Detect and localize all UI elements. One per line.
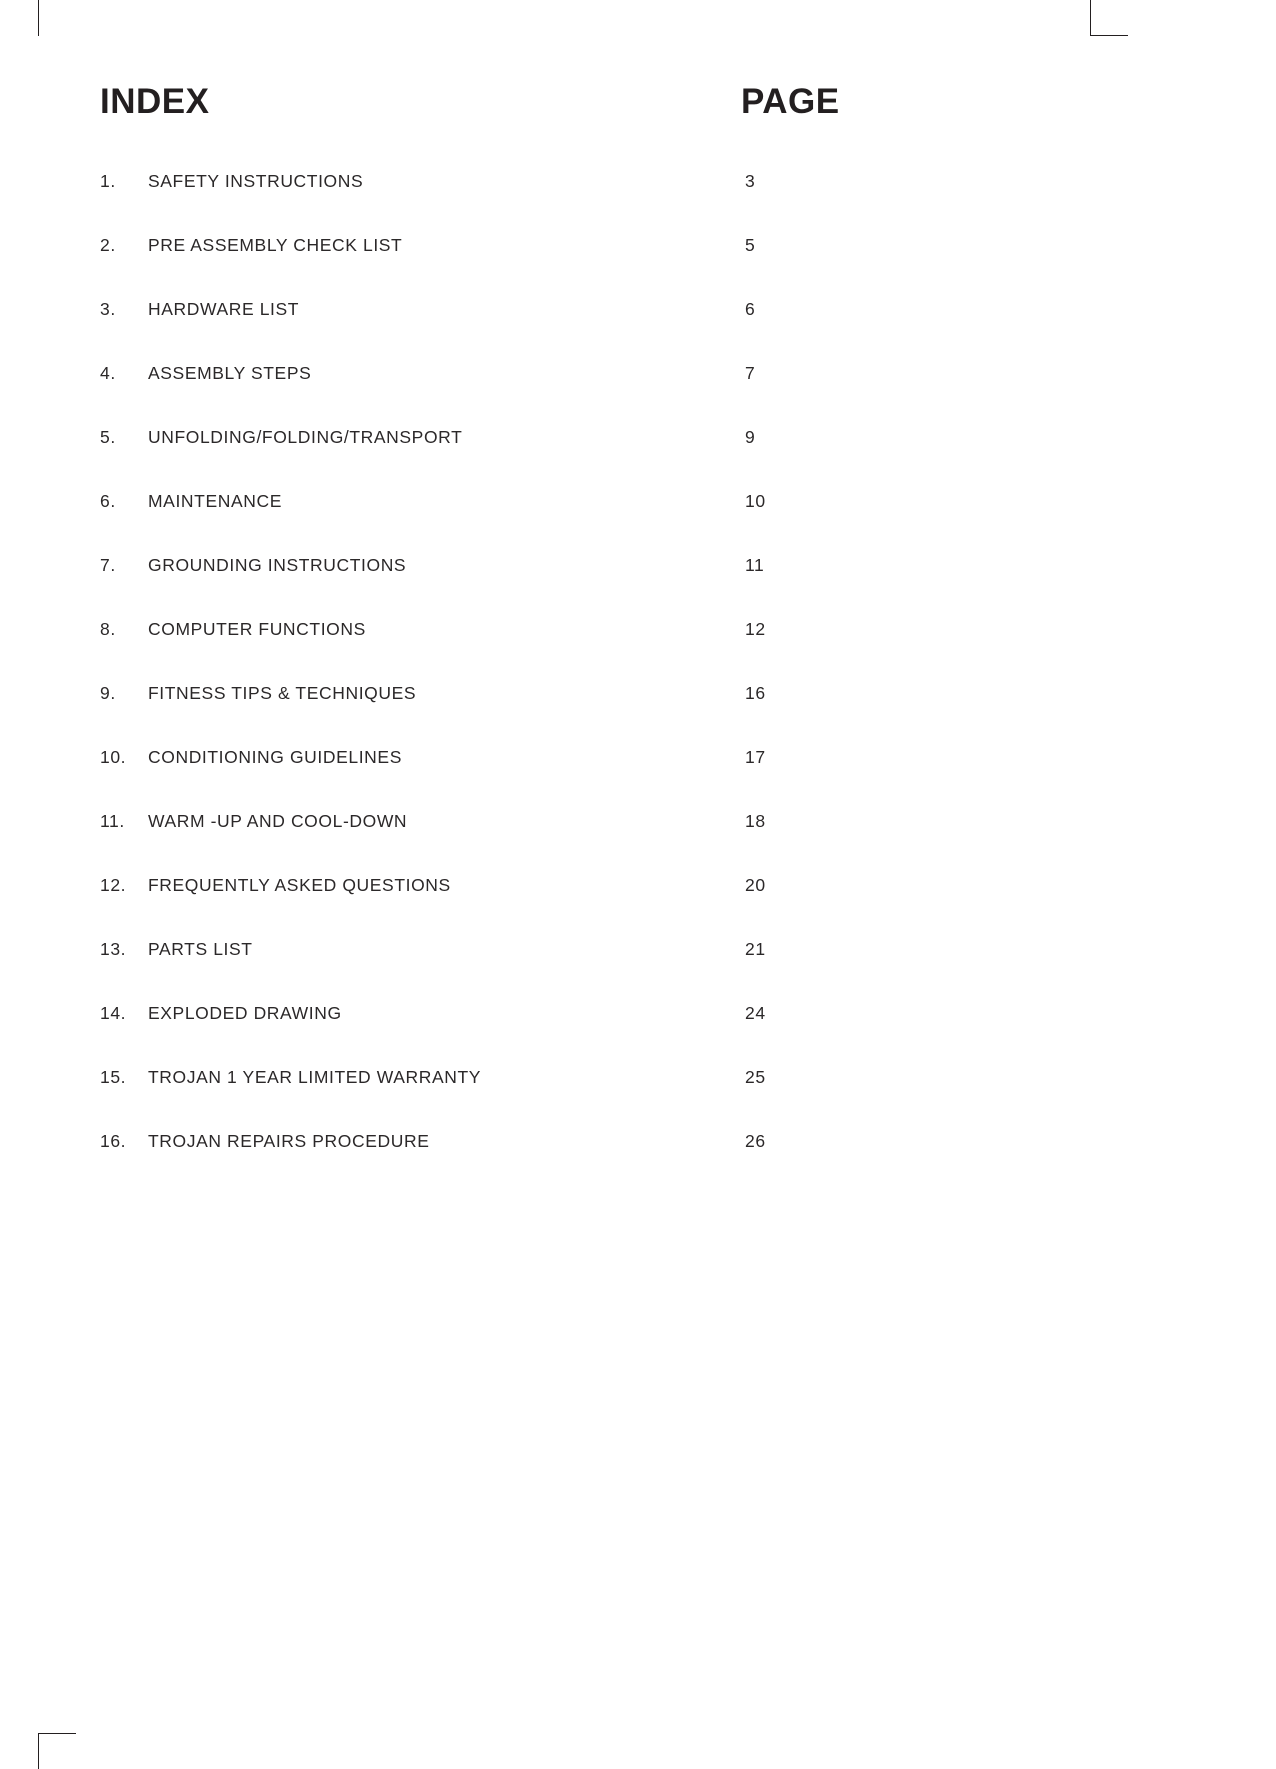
toc-entry[interactable] <box>100 672 1000 736</box>
toc-entry-title: PRE ASSEMBLY CHECK LIST <box>148 235 403 255</box>
toc-entry-page: 25 <box>745 1067 766 1087</box>
toc-entry-page: 3 <box>745 171 756 191</box>
toc-entry[interactable] <box>100 1120 1000 1184</box>
toc-entry[interactable] <box>100 928 1000 992</box>
toc-entry[interactable] <box>100 864 1000 928</box>
crop-mark-top-right-horizontal <box>1090 35 1128 36</box>
toc-entry-title: FITNESS TIPS & TECHNIQUES <box>148 683 417 703</box>
toc-entry-page: 12 <box>745 619 766 639</box>
toc-entry[interactable] <box>100 288 1000 352</box>
toc-entry-page: 21 <box>745 939 766 959</box>
toc-entry-title: TROJAN 1 YEAR LIMITED WARRANTY <box>148 1067 482 1087</box>
toc-entry-title: CONDITIONING GUIDELINES <box>148 747 402 767</box>
toc-entry[interactable] <box>100 800 1000 864</box>
toc-entry-page: 20 <box>745 875 766 895</box>
toc-entry[interactable] <box>100 608 1000 672</box>
toc-entry-page: 7 <box>745 363 756 383</box>
toc-entry-title: PARTS LIST <box>148 939 253 959</box>
toc-entry-number: 10. <box>100 747 127 767</box>
toc-entry-title: COMPUTER FUNCTIONS <box>148 619 366 639</box>
toc-entry-page: 6 <box>745 299 756 319</box>
crop-mark-top-right-vertical <box>1090 0 1091 36</box>
crop-mark-bottom-left-vertical <box>38 1733 39 1769</box>
toc-entry-title: EXPLODED DRAWING <box>148 1003 342 1023</box>
toc-entry-title: UNFOLDING/FOLDING/TRANSPORT <box>148 427 463 447</box>
toc-entry-number: 11. <box>100 811 125 831</box>
toc-entry-page: 11 <box>745 555 765 575</box>
toc-entry-number: 16. <box>100 1131 127 1151</box>
page-header <box>100 82 1000 132</box>
toc-entry-page: 9 <box>745 427 756 447</box>
toc-entry-number: 8. <box>100 619 116 639</box>
toc-entry-title: HARDWARE LIST <box>148 299 300 319</box>
toc-entry[interactable] <box>100 416 1000 480</box>
toc-entry-number: 5. <box>100 427 116 447</box>
toc-entry-page: 18 <box>745 811 766 831</box>
toc-entry-page: 10 <box>745 491 766 511</box>
toc-entry-number: 12. <box>100 875 127 895</box>
toc-entry-number: 4. <box>100 363 116 383</box>
toc-entry[interactable] <box>100 992 1000 1056</box>
toc-entry-number: 13. <box>100 939 127 959</box>
toc-entry-title: WARM -UP AND COOL-DOWN <box>148 811 408 831</box>
toc-entry-page: 5 <box>745 235 756 255</box>
toc-entry-number: 1. <box>100 171 116 191</box>
toc-entry-number: 14. <box>100 1003 127 1023</box>
page-column-header: PAGE <box>741 82 840 121</box>
toc-entry-page: 17 <box>745 747 766 767</box>
toc-entry-title: TROJAN REPAIRS PROCEDURE <box>148 1131 430 1151</box>
toc-entry[interactable] <box>100 544 1000 608</box>
toc-entry-page: 24 <box>745 1003 766 1023</box>
toc-entry[interactable] <box>100 224 1000 288</box>
toc-entry-page: 26 <box>745 1131 766 1151</box>
toc-entry[interactable] <box>100 1056 1000 1120</box>
toc-entry[interactable] <box>100 480 1000 544</box>
toc-entry-number: 2. <box>100 235 116 255</box>
toc-entry-number: 15. <box>100 1067 127 1087</box>
toc-entry-title: ASSEMBLY STEPS <box>148 363 312 383</box>
toc-entry-number: 6. <box>100 491 116 511</box>
toc-entry-title: SAFETY INSTRUCTIONS <box>148 171 364 191</box>
toc-entry-number: 3. <box>100 299 116 319</box>
table-of-contents <box>100 160 1000 1184</box>
toc-entry-title: MAINTENANCE <box>148 491 282 511</box>
toc-entry-title: FREQUENTLY ASKED QUESTIONS <box>148 875 451 895</box>
toc-entry-number: 7. <box>100 555 116 575</box>
toc-entry[interactable] <box>100 736 1000 800</box>
toc-entry[interactable] <box>100 160 1000 224</box>
toc-entry-page: 16 <box>745 683 766 703</box>
page-title: INDEX <box>100 82 210 121</box>
toc-entry-number: 9. <box>100 683 116 703</box>
crop-mark-top-left <box>38 0 39 36</box>
toc-entry[interactable] <box>100 352 1000 416</box>
toc-entry-title: GROUNDING INSTRUCTIONS <box>148 555 407 575</box>
crop-mark-bottom-left-horizontal <box>38 1733 76 1734</box>
